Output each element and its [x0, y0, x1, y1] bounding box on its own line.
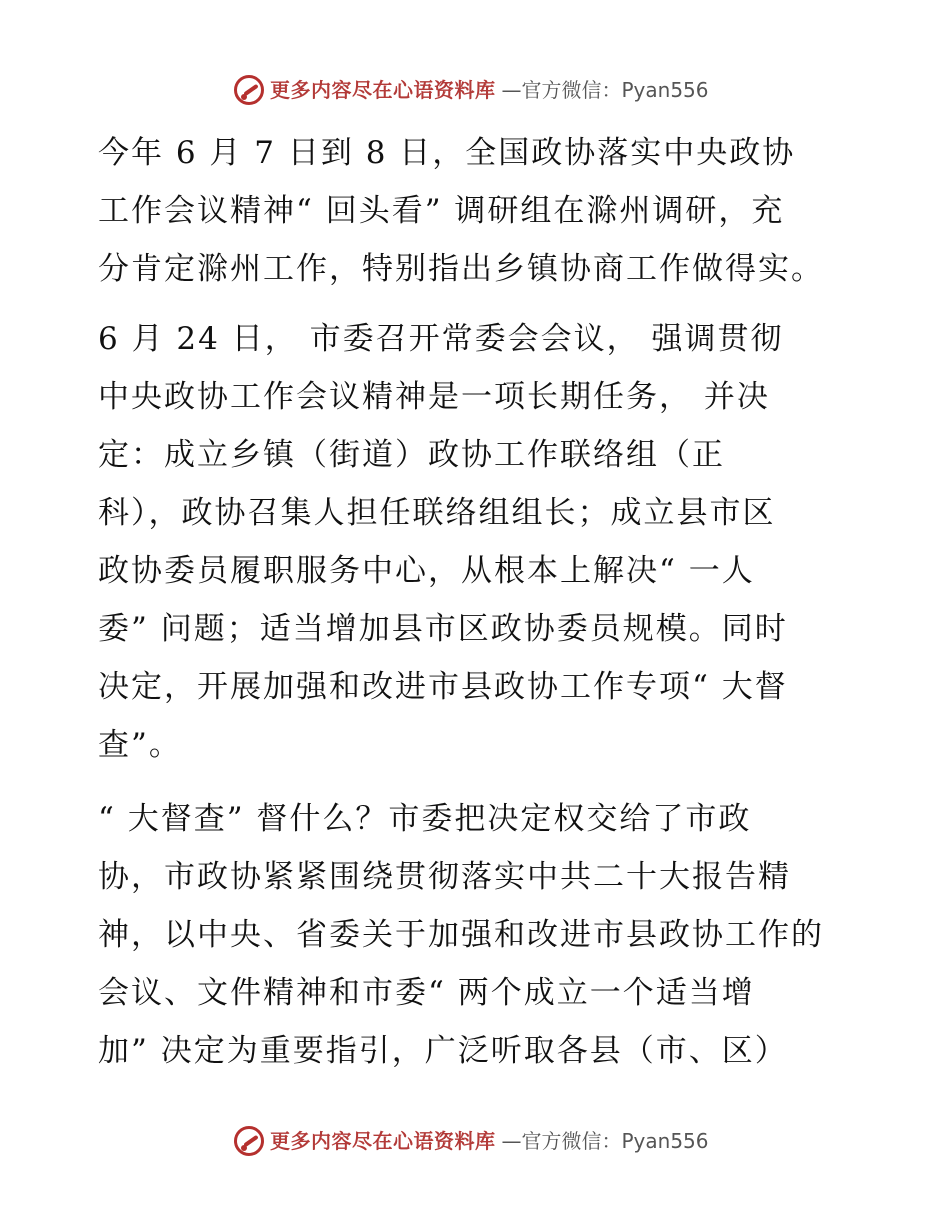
text-line: 6 月 24 日， 市委召开常委会会议， 强调贯彻 — [98, 321, 784, 357]
text-line: 加” 决定为重要指引，广泛听取各县（市、区） — [98, 1033, 788, 1069]
text-line: 中央政协工作会议精神是一项长期任务， 并决 — [98, 379, 770, 415]
text-line: 查”。 — [98, 727, 182, 763]
paragraph-1 — [0, 124, 950, 298]
document-body — [0, 124, 950, 1080]
brand-logo-icon — [234, 1126, 264, 1156]
text-line: 定：成立乡镇（街道）政协工作联络组（正 — [98, 437, 725, 473]
header-watermark — [234, 72, 754, 108]
watermark-contact: —官方微信：Pyan556 — [501, 1129, 709, 1153]
text-line: 工作会议精神“ 回头看” 调研组在滁州调研，充 — [98, 193, 785, 229]
watermark-contact: —官方微信：Pyan556 — [501, 78, 709, 102]
text-line: 神，以中央、省委关于加强和改进市县政协工作的 — [98, 917, 824, 953]
text-line: 分肯定滁州工作，特别指出乡镇协商工作做得实。 — [98, 251, 824, 287]
footer-watermark — [234, 1123, 754, 1159]
watermark-text: 更多内容尽在心语资料库 — [270, 1129, 496, 1153]
watermark-text: 更多内容尽在心语资料库 — [270, 78, 496, 102]
text-line: 今年 6 月 7 日到 8 日，全国政协落实中央政协 — [98, 135, 796, 171]
text-line: 科），政协召集人担任联络组组长；成立县市区 — [98, 495, 776, 531]
text-line: 协，市政协紧紧围绕贯彻落实中共二十大报告精 — [98, 859, 791, 895]
text-line: “ 大督查” 督什么？市委把决定权交给了市政 — [98, 801, 752, 837]
text-line: 会议、文件精神和市委“ 两个成立一个适当增 — [98, 975, 755, 1011]
brand-logo-icon — [234, 75, 264, 105]
text-line: 决定，开展加强和改进市县政协工作专项“ 大督 — [98, 669, 788, 705]
paragraph-2 — [0, 310, 950, 774]
paragraph-3 — [0, 790, 950, 1080]
text-line: 委” 问题；适当增加县市区政协委员规模。同时 — [98, 611, 788, 647]
text-line: 政协委员履职服务中心，从根本上解决“ 一人 — [98, 553, 755, 589]
